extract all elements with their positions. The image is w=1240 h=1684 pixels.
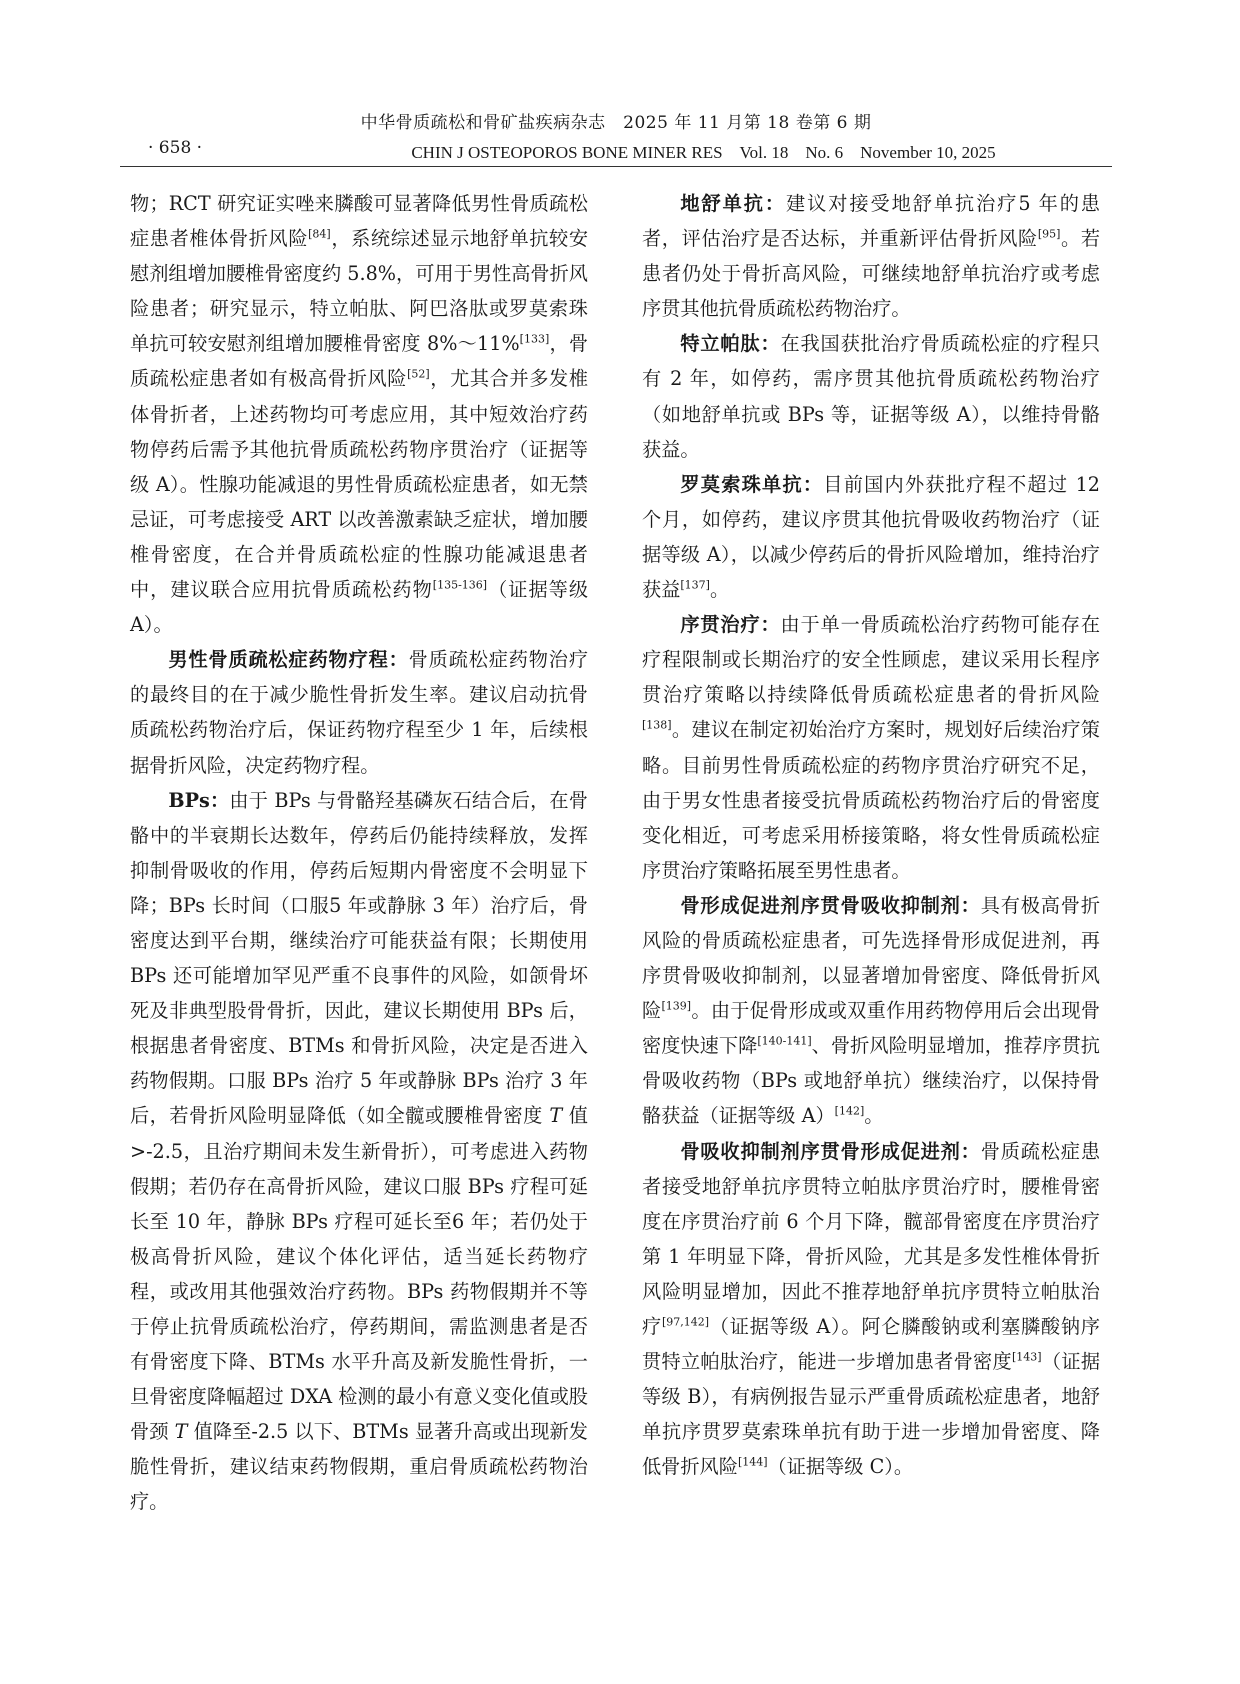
paragraph-heading: 骨吸收抑制剂序贯骨形成促进剂： (680, 1139, 981, 1163)
body-text: 。建议在制定初始治疗方案时，规划好后续治疗策略。目前男性骨质疏松症的药物序贯治疗研究不足，由于男女性患者接受抗骨质疏松药物治疗后的骨密度变化相近，可考虑采用桥接策略，将女性骨质疏松症序贯治疗策略拓展至男性患者。 (642, 718, 1100, 882)
body-text: （证据等级 C）。 (767, 1455, 914, 1479)
paragraph-heading: 骨形成促进剂序贯骨吸收抑制剂： (680, 893, 981, 917)
citation: [142] (834, 1104, 865, 1118)
paragraph-bps (130, 783, 588, 1520)
body-text: 、骨折风险明显增加，推荐序贯抗骨吸收药物（BPs 或地舒单抗）继续治疗，以保持骨骼获益（证据等级 A） (642, 1034, 1100, 1128)
paragraph-heading: 特立帕肽： (680, 332, 781, 356)
citation: [138] (642, 718, 672, 732)
body-text: 值降至-2.5 以下、BTMs 显著升高或出现新发脆性骨折，建议结束药物假期，重启骨质疏松药物治疗。 (130, 1420, 588, 1514)
body-text: 建议对接受地舒单抗治疗5 年的患者，评估治疗是否达标，并重新评估骨折风险 (642, 192, 1100, 251)
citation: [139] (661, 999, 692, 1013)
citation: [84] (308, 227, 331, 241)
body-text: 物；RCT 研究证实唑来膦酸可显著降低男性骨质疏松症患者椎体骨折风险 (130, 192, 588, 251)
body-text: 。 (864, 1104, 884, 1128)
body-text: （证据等级 A）。阿仑膦酸钠或利塞膦酸钠序贯特立帕肽治疗，能进一步增加患者骨密度 (642, 1315, 1100, 1374)
body-text: ，骨质疏松症患者如有极高骨折风险 (130, 332, 589, 391)
body-text: 。 (709, 578, 730, 602)
body-text: 在我国获批治疗骨质疏松症的疗程只有 2 年，如停药，需序贯其他抗骨质疏松药物治疗（如地舒单抗或 BPs 等，证据等级 A），以维持骨骼获益。 (642, 332, 1101, 461)
body-text: 骨质疏松症药物治疗的最终目的在于减少脆性骨折发生率。建议启动抗骨质疏松药物治疗后，保证药物疗程至少 1 年，后续根据骨折风险，决定药物疗程。 (130, 648, 589, 777)
paragraph-heading: 序贯治疗： (680, 613, 781, 637)
body-text: 骨质疏松症患者接受地舒单抗序贯特立帕肽序贯治疗时，腰椎骨密度在序贯治疗前 6 个月下降，髋部骨密度在序贯治疗第 1 年明显下降，骨折风险，尤其是多发性椎体骨折风险明显增加，因此不推荐地舒单抗序贯特立帕肽治疗 (642, 1139, 1101, 1338)
t-score-symbol: T (549, 1104, 563, 1128)
paragraph-continued (130, 186, 588, 642)
page-number: · 658 · (148, 138, 203, 158)
right-column (642, 186, 1100, 1484)
paragraph-male-osteoporosis-course (130, 642, 588, 782)
body-text: （证据等级 B），有病例报告显示严重骨质疏松症患者，地舒单抗序贯罗莫索珠单抗有助于进一步增加骨密度、降低骨折风险 (642, 1350, 1101, 1479)
body-text: 。若患者仍处于骨折高风险，可继续地舒单抗治疗或考虑序贯其他抗骨质疏松药物治疗。 (642, 227, 1101, 321)
left-column (130, 186, 588, 1520)
paragraph-romosozumab (642, 467, 1100, 607)
citation: [137] (680, 578, 710, 592)
paragraph-heading: 罗莫索珠单抗： (680, 472, 824, 496)
body-text: ，尤其合并多发椎体骨折者，上述药物均可考虑应用，其中短效治疗药物停药后需予其他抗骨质疏松药物序贯治疗（证据等级 A）。性腺功能减退的男性骨质疏松症患者，如无禁忌证，可考虑接受 ART 以改善激素缺乏症状，增加腰椎骨密度，在合并骨质疏松症的性腺功能减退患者中，建议联合应用抗骨质疏松药物 (130, 367, 589, 602)
paragraph-sequential-therapy (642, 607, 1100, 888)
body-text: 。由于促骨形成或双重作用药物停用后会出现骨密度快速下降 (642, 999, 1101, 1058)
paragraph-anabolic-then-antiresorptive (642, 888, 1100, 1134)
body-text: 由于单一骨质疏松治疗药物可能存在疗程限制或长期治疗的安全性顾虑，建议采用长程序贯治疗策略以持续降低骨质疏松症患者的骨折风险 (642, 613, 1101, 707)
citation: [143] (1012, 1350, 1042, 1364)
paragraph-heading: 男性骨质疏松症药物疗程： (168, 648, 409, 672)
paragraph-heading: 地舒单抗： (680, 192, 786, 215)
citation: [135-136] (432, 578, 488, 592)
body-text: （证据等级 A）。 (130, 578, 589, 637)
body-text: 具有极高骨折风险的骨质疏松症患者，可先选择骨形成促进剂，再序贯骨吸收抑制剂，以显著增加骨密度、降低骨折风险 (642, 893, 1101, 1023)
header-divider (120, 166, 1112, 167)
citation: [97,142] (661, 1315, 710, 1329)
citation: [52] (407, 367, 430, 381)
citation: [144] (737, 1455, 768, 1469)
paragraph-antiresorptive-then-anabolic (642, 1134, 1100, 1485)
t-score-symbol: T (174, 1420, 188, 1444)
body-text: 值>-2.5，且治疗期间未发生新骨折），可考虑进入药物假期；若仍存在高骨折风险，建议口服 BPs 疗程可延长至 10 年，静脉 BPs 疗程可延长至6 年；若仍处于极高骨折风险，建议个体化评估，适当延长药物疗程，或改用其他强效治疗药物。BPs 药物假期并不等于停止抗骨质疏松治疗，停药期间，需监测患者是否有骨密度下降、BTMs 水平升高及新发脆性骨折，一旦骨密度降幅超过 DXA 检测的最小有意义变化值或股骨颈 (130, 1104, 588, 1444)
citation: [140-141] (757, 1034, 812, 1048)
citation: [133] (519, 332, 550, 346)
body-text: ，系统综述显示地舒单抗较安慰剂组增加腰椎骨密度约 5.8%，可用于男性高骨折风险患者；研究显示，特立帕肽、阿巴洛肽或罗莫索珠单抗可较安慰剂组增加腰椎骨密度 8%～11% (130, 227, 589, 356)
journal-title-cn: 中华骨质疏松和骨矿盐疾病杂志 2025 年 11 月第 18 卷第 6 期 (360, 113, 872, 133)
body-text: 由于 BPs 与骨骼羟基磷灰石结合后，在骨骼中的半衰期长达数年，停药后仍能持续释放，发挥抑制骨吸收的作用，停药后短期内骨密度不会明显下降；BPs 长时间（口服5 年或静脉 3 年）治疗后，骨密度达到平台期，继续治疗可能获益有限；长期使用 BPs 还可能增加罕见严重不良事件的风险，如颌骨坏死及非典型股骨骨折，因此，建议长期使用 BPs 后，根据患者骨密度、BTMs 和骨折风险，决定是否进入药物假期。口服 BPs 治疗 5 年或静脉 BPs 治疗 3 年后，若骨折风险明显降低（如全髋或腰椎骨密度 (130, 788, 588, 1128)
body-text: 目前国内外获批疗程不超过 12 个月，如停药，建议序贯其他抗骨吸收药物治疗（证据等级 A），以减少停药后的骨折风险增加，维持治疗获益 (642, 472, 1101, 602)
paragraph-denosumab (642, 186, 1100, 326)
journal-title-en: CHIN J OSTEOPOROS BONE MINER RES Vol. 18 No. 6 November 10, 2025 (411, 143, 996, 162)
paragraph-teriparatide (642, 326, 1100, 466)
paragraph-heading: BPs： (168, 788, 230, 812)
citation: [95] (1037, 227, 1061, 241)
running-header (120, 108, 1112, 170)
